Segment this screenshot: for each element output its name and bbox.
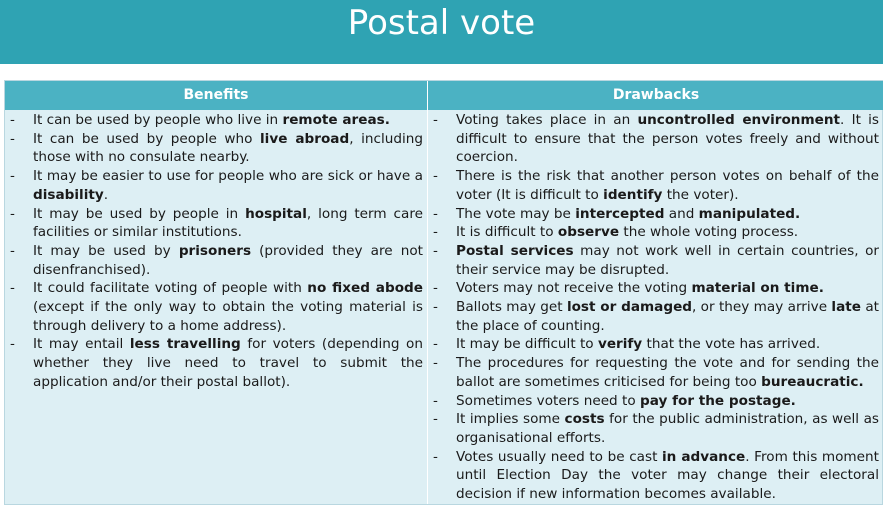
- text: and: [664, 205, 699, 222]
- text: It could facilitate voting of people with: [33, 280, 308, 297]
- bold-text: less travelling: [129, 336, 241, 353]
- text: It may entail: [33, 336, 130, 353]
- text: It may be used by people in: [33, 205, 246, 222]
- drawback-item: [428, 448, 883, 504]
- comparison-table: [4, 80, 883, 505]
- bold-text: disability: [33, 186, 104, 203]
- bold-text: in advance: [662, 448, 746, 465]
- drawback-item: [428, 354, 883, 391]
- text: (except if the only way to obtain the voting material is through delivery to a home address).: [33, 299, 423, 334]
- text: It may be used by: [33, 242, 179, 259]
- benefits-column: [5, 110, 428, 504]
- text: for voters (depending on whether they live need to travel to submit the application and/or their postal ballot).: [33, 336, 423, 390]
- benefits-header: Benefits: [5, 81, 428, 110]
- benefit-item: [5, 111, 427, 130]
- drawbacks-column: [428, 110, 883, 504]
- bold-text: bureaucratic.: [761, 373, 864, 390]
- text: the voter).: [662, 186, 739, 203]
- bold-text: material on time.: [691, 280, 824, 297]
- text: . From this moment until Election Day the voter may change their electoral decision if new information becomes available.: [456, 448, 879, 503]
- bold-text: late: [831, 299, 861, 316]
- bold-text: costs: [564, 411, 605, 428]
- drawbacks-header: Drawbacks: [428, 81, 883, 110]
- benefit-item: [5, 279, 427, 335]
- drawback-item: [428, 205, 883, 224]
- bold-text: pay for the postage.: [639, 392, 796, 409]
- text: , including those with no consulate nearby.: [33, 130, 423, 166]
- drawback-item: [428, 167, 883, 204]
- text: , or they may arrive: [692, 299, 832, 316]
- text: There is the risk that another person votes on behalf of the voter (It is difficult to: [456, 168, 879, 203]
- bold-text: hospital: [245, 205, 307, 222]
- text: Sometimes voters need to: [456, 392, 640, 409]
- text: Voters may not receive the voting: [456, 280, 692, 297]
- drawback-item: [428, 410, 883, 447]
- text: The procedures for requesting the vote and for sending the ballot are sometimes criticised for being too: [456, 355, 879, 390]
- drawbacks-list: [428, 111, 883, 504]
- text: may not work well in certain countries, or their service may be disrupted.: [456, 242, 879, 278]
- bold-text: identify: [603, 186, 663, 203]
- text: Voting takes place in an: [456, 112, 638, 128]
- benefit-item: [5, 205, 427, 242]
- text: The vote may be: [456, 205, 576, 222]
- drawback-item: [428, 298, 883, 335]
- bold-text: Postal services: [456, 242, 574, 259]
- drawback-item: [428, 392, 883, 411]
- bold-text: verify: [597, 336, 643, 353]
- text: the whole voting process.: [619, 224, 799, 241]
- benefits-list: [5, 111, 427, 392]
- bold-text: uncontrolled environment: [637, 112, 841, 128]
- text: at the place of counting.: [456, 299, 879, 334]
- text: Ballots may get: [456, 299, 567, 316]
- bold-text: manipulated.: [698, 205, 801, 222]
- drawback-item: [428, 279, 883, 298]
- text: It is difficult to: [456, 224, 558, 241]
- text: for the public administration, as well as organisational efforts.: [456, 411, 879, 446]
- text: that the vote has arrived.: [642, 336, 821, 353]
- bold-text: live abroad: [260, 130, 350, 147]
- benefit-item: [5, 335, 427, 391]
- benefit-item: [5, 242, 427, 279]
- text: . It is difficult to ensure that the person votes freely and without coercion.: [456, 112, 880, 166]
- drawback-item: [428, 111, 883, 167]
- text: It may be difficult to: [456, 336, 598, 353]
- text: , long term care facilities or similar institutions.: [33, 205, 423, 241]
- page-title-bar: [0, 0, 883, 64]
- benefit-item: [5, 167, 427, 204]
- drawback-item: [428, 242, 883, 279]
- text: It implies some: [456, 411, 565, 428]
- text: It can be used by people who live in: [33, 112, 283, 128]
- bold-text: remote areas.: [282, 112, 390, 128]
- bold-text: prisoners: [178, 242, 252, 259]
- text: It may be easier to use for people who are sick or have a: [33, 168, 423, 185]
- bold-text: no fixed abode: [307, 280, 423, 297]
- bold-text: observe: [557, 224, 620, 241]
- bold-text: intercepted: [575, 205, 665, 222]
- bold-text: lost or damaged: [566, 299, 693, 316]
- page-title: Postal vote: [347, 3, 536, 43]
- drawback-item: [428, 223, 883, 242]
- text: (provided they are not disenfranchised).: [33, 242, 424, 278]
- benefit-item: [5, 130, 427, 167]
- text: Votes usually need to be cast: [456, 448, 663, 465]
- drawback-item: [428, 335, 883, 354]
- text: .: [103, 186, 109, 203]
- text: It can be used by people who: [33, 130, 261, 147]
